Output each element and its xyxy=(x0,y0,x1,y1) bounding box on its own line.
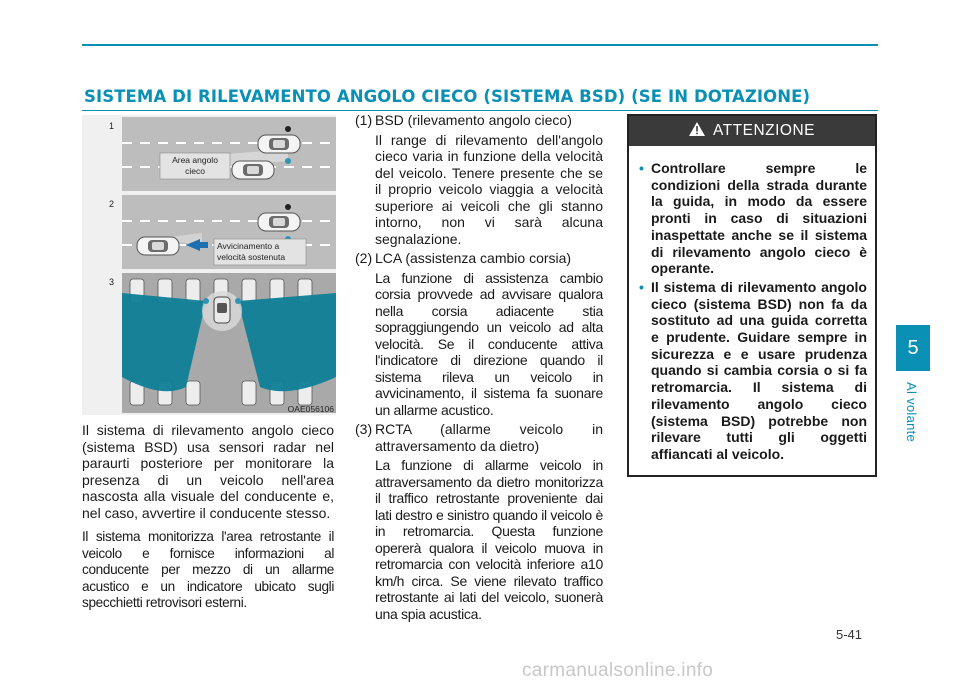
chapter-label: Al volante xyxy=(904,382,919,443)
own-car xyxy=(258,135,300,153)
item-heading: RCTA (allarme veicolo in attraversamento da dietro) xyxy=(375,421,603,454)
bsd-diagram xyxy=(82,115,336,415)
list-item xyxy=(355,250,603,418)
item-heading: LCA (assistenza cambio corsia) xyxy=(375,250,572,266)
warning-item xyxy=(639,279,867,463)
reversing-car xyxy=(214,297,230,323)
list-item xyxy=(355,112,603,247)
figure-label-3: 3 xyxy=(109,277,115,287)
item-body: La funzione di assistenza cambio corsia provvede ad avvisare qualora nella corsia adiacente stia sopraggiungendo un veicolo ad alta velocità. Se il conducente attiva l'indicatore di direzione quando il sistema rileva un veicolo in avvicinamento, il sistema fa suonare un allarme acustico. xyxy=(375,269,603,418)
warning-triangle-icon xyxy=(689,122,705,141)
warning-list xyxy=(639,160,867,463)
warning-header xyxy=(629,116,875,146)
own-car-2 xyxy=(258,213,300,231)
approaching-car xyxy=(137,237,179,255)
chapter-tab: 5 xyxy=(896,325,930,371)
callout-area-line2: cieco xyxy=(185,166,205,176)
warning-item xyxy=(639,160,867,277)
item-number: (3) xyxy=(355,421,373,437)
car-in-blind-spot xyxy=(232,161,274,179)
list-item xyxy=(355,421,603,622)
item-number: (1) xyxy=(355,112,373,128)
callout-approach-line2: velocità sostenuta xyxy=(217,252,286,262)
item-number: (2) xyxy=(355,250,373,266)
item-body: La funzione di allarme veicolo in attraversamento da dietro monitorizza il traffico retrostante proveniente dai lati destro e sinistro quando il veicolo è in retromarcia. Questa funzione opererà qualora il veicolo muova in retromarcia con velocità inferiore a10 km/h circa. Se viene rilevato traffico retrostante ai lati del veicolo, suonerà una spia acustica. xyxy=(375,457,603,622)
intro-text xyxy=(82,422,334,620)
function-list xyxy=(355,112,603,625)
callout-approach-line1: Avvicinamento a xyxy=(217,241,280,251)
warning-text-1: Controllare sempre le condizioni della strada durante la guida, in modo da essere pronti in caso di situazioni inaspettate anche se il sistema di rilevamento angolo cieco è operante. xyxy=(651,160,867,277)
figure-label-1: 1 xyxy=(109,121,115,131)
warning-text-2: Il sistema di rilevamento angolo cieco (sistema BSD) non fa da sostituto ad una guida corretta e prudente. Guidare sempre in sicurezza e e usare prudenza quando si cambia corsia o si fa retromarcia. Il sistema di rilevamento angolo cieco (sistema BSD) potrebbe non rilevare tutti gli oggetti affiancati al veicolo. xyxy=(651,278,867,462)
watermark: carmanualsonline.info xyxy=(522,660,714,681)
page-number: 5-41 xyxy=(836,627,863,642)
figure-label-2: 2 xyxy=(109,199,115,209)
bullet-icon: • xyxy=(639,278,644,295)
bsd-illustration xyxy=(82,115,336,415)
section-title: SISTEMA DI RILEVAMENTO ANGOLO CIECO (SISTEMA BSD) (SE IN DOTAZIONE) xyxy=(84,87,811,106)
title-underline xyxy=(82,110,878,111)
callout-area-line1: Area angolo xyxy=(172,155,218,165)
item-heading: BSD (rilevamento angolo cieco) xyxy=(375,112,572,128)
intro-paragraph-2: Il sistema monitorizza l'area retrostante il veicolo e fornisce informazioni al conducente per mezzo di un allarme acustico e un indicatore ubicato sugli specchietti retrovisori esterni. xyxy=(82,529,334,610)
intro-paragraph-1: Il sistema di rilevamento angolo cieco (sistema BSD) usa sensori radar nel paraurti posteriore per monitorare la presenza di un veicolo nell'area nascosta alla visuale del conducente e, nel caso, avvertire il conducente stesso. xyxy=(82,422,334,521)
item-body: Il range di rilevamento dell'angolo cieco varia in funzione della velocità del veicolo. Tenere presente che se il proprio veicolo viaggia a velocità superiore ai veicoli che gli stanno intorno, non vi sarà alcuna segnalazione. xyxy=(375,131,603,247)
warning-title: ATTENZIONE xyxy=(712,122,816,139)
top-rule xyxy=(82,44,878,46)
figure-code: OAE056106 xyxy=(287,404,334,414)
bullet-icon: • xyxy=(639,160,644,176)
warning-box xyxy=(627,114,877,477)
